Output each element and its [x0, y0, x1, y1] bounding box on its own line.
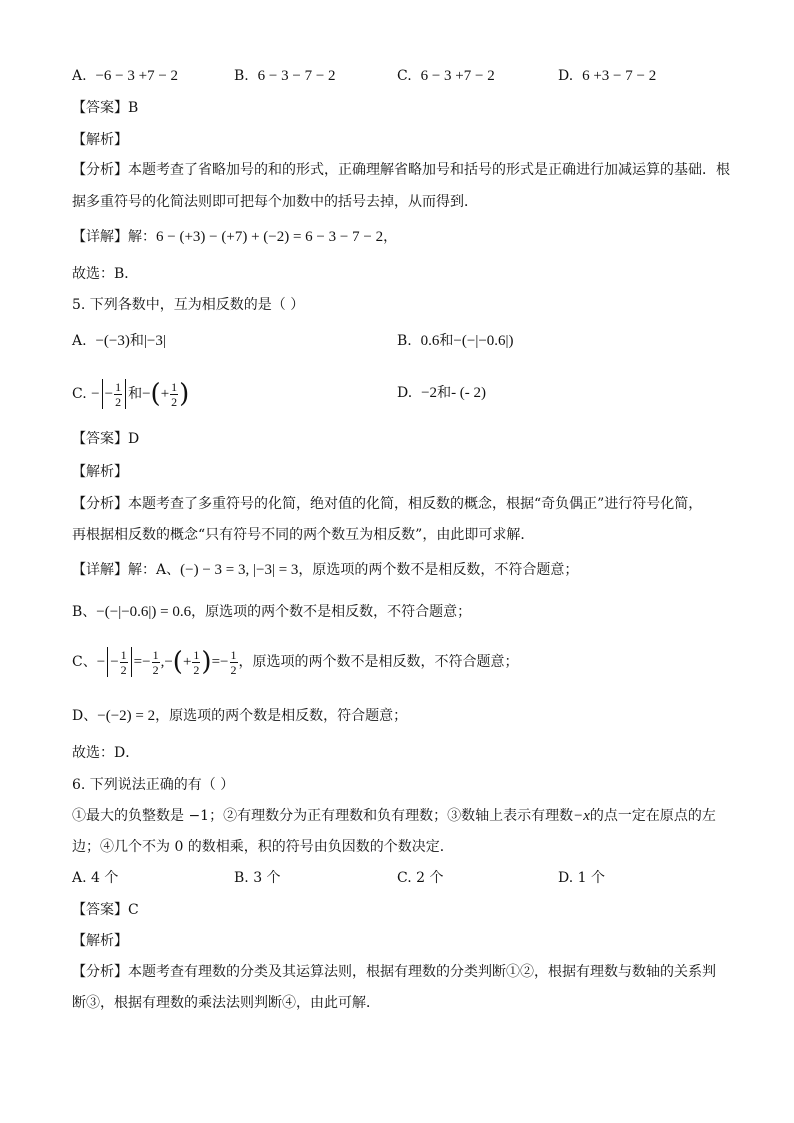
question-stem: 6. 下列说法正确的有（ ）: [72, 777, 235, 793]
detail-prefix: B、: [72, 604, 97, 620]
option-he: 和: [128, 386, 143, 402]
option-expr: 6 − 3 +7 − 2: [420, 68, 495, 84]
option-label: B.: [397, 333, 412, 349]
fenxi-text: 再根据相反数的概念“只有符号不同的两个数互为相反数”，由此即可求解．: [72, 527, 535, 543]
q5-detail-c: C、 − − $\frac{1}{2}$ =− $\frac{1}{2}$ ,− ( + $\frac{1}{2}$ ) =− $\frac{1}{2}$ ，原选项的两个数不是相反数，不符合题意；: [72, 647, 519, 677]
answer-value: B: [128, 100, 139, 116]
q5-conclusion: [72, 743, 139, 763]
fenxi-tag: 【分析】: [72, 964, 128, 980]
detail-expr: −(−|−0.6|) = 0.6: [96, 604, 192, 620]
statement-text: 的点一定在原点的左: [589, 808, 716, 824]
option-expr: −2: [421, 385, 438, 401]
detail-tag: 【详解】: [72, 229, 128, 245]
detail-prefix: D、: [72, 708, 98, 724]
option-he: 和: [439, 333, 454, 349]
q4-fenxi-line1: [72, 160, 730, 180]
statement-text: 边；④几个不为 0 的数相乘，积的符号由负因数的个数决定．: [72, 839, 454, 855]
detail-prefix: 解：A、: [128, 562, 181, 578]
detail-tag: 【详解】: [72, 562, 128, 578]
fraction: $\frac{1}{2}$: [115, 379, 122, 409]
q5-fenxi-line2: [72, 525, 534, 545]
option-he: 和: [129, 333, 144, 349]
q6-option-a: [72, 868, 118, 888]
q6-fenxi-line1: [72, 962, 716, 982]
option-text: B. 3 个: [234, 870, 281, 886]
q5-detail-d: [72, 706, 407, 726]
option-text: A. 4 个: [72, 870, 119, 886]
statement-text: ①最大的负整数是 −1；②有理数分为正有理数和负有理数；③数轴上表示有理数: [72, 808, 574, 824]
fenxi-text: 本题考查了多重符号的化简，绝对值的化简，相反数的概念，根据“奇负偶正”进行符号化简，: [128, 496, 703, 512]
question-stem: 5. 下列各数中，互为相反数的是（ ）: [72, 297, 305, 313]
q4-fenxi-line2: [72, 192, 478, 212]
q5-detail-b: [72, 602, 471, 622]
detail-prefix: 解：: [128, 229, 156, 245]
option-label: C.: [397, 68, 412, 84]
q4-option-d: [558, 66, 656, 86]
q5-option-c: C. − − $\frac{1}{2}$ 和 − ( + $\frac{1}{2}$ ): [72, 379, 190, 409]
option-expr: 6 − 3 − 7 − 2: [257, 68, 336, 84]
answer-value: C: [128, 902, 139, 918]
detail-expr: 6 − (+3) − (+7) + (−2) = 6 − 3 − 7 − 2: [156, 229, 384, 245]
answer-tag: 【答案】: [72, 431, 128, 447]
q4-detail: [72, 227, 397, 247]
answer-tag: 【答案】: [72, 100, 128, 116]
option-label: A.: [72, 68, 87, 84]
detail-expr: −(−2) = 2: [97, 708, 156, 724]
fenxi-tag: 【分析】: [72, 496, 128, 512]
analysis-tag: 【解析】: [72, 464, 128, 480]
option-he: 和: [437, 385, 452, 401]
q4-option-c: [397, 66, 495, 86]
q5-answer: [72, 429, 139, 449]
q6-analysis-tag: [72, 931, 128, 951]
option-expr: −: [91, 386, 100, 402]
fenxi-text: 本题考查了省略加号的和的形式，正确理解省略加号和括号的形式是正确进行加减运算的基础．根: [128, 162, 730, 178]
option-expr: −3: [146, 333, 163, 349]
fraction: $\frac{1}{2}$: [171, 379, 178, 409]
detail-text: ，原选项的两个数不是相反数，不符合题意；: [191, 604, 472, 620]
q6-option-d: [558, 868, 605, 888]
q6-line2: [72, 837, 454, 857]
option-expr: 6 +3 − 7 − 2: [582, 68, 657, 84]
q5-option-d: [397, 383, 486, 403]
q4-analysis-tag: [72, 130, 128, 150]
option-label: C.: [72, 386, 87, 402]
analysis-tag: 【解析】: [72, 132, 128, 148]
q4-answer: [72, 98, 138, 118]
option-expr: −(−|−0.6|): [453, 333, 514, 349]
q5-analysis-tag: [72, 462, 128, 482]
q4-option-b: [234, 66, 336, 86]
analysis-tag: 【解析】: [72, 933, 128, 949]
answer-tag: 【答案】: [72, 902, 128, 918]
q5-stem: [72, 295, 304, 315]
detail-prefix: C、: [72, 654, 97, 670]
detail-text: ，原选项的两个数不是相反数，不符合题意；: [298, 562, 579, 578]
option-expr: −6 − 3 +7 − 2: [95, 68, 179, 84]
q5-option-b: [397, 331, 514, 351]
q6-option-c: [397, 868, 443, 888]
option-text: C. 2 个: [397, 870, 444, 886]
q6-fenxi-line2: [72, 993, 380, 1013]
option-expr: - (- 2): [451, 385, 487, 401]
q6-line1: [72, 806, 716, 826]
option-label: A.: [72, 333, 87, 349]
option-label: D.: [397, 385, 413, 401]
detail-suffix: ，: [383, 229, 398, 245]
q6-answer: [72, 900, 139, 920]
statement-expr: −x: [573, 808, 590, 824]
q6-option-b: [234, 868, 281, 888]
option-label: D.: [558, 68, 574, 84]
q4-option-a: [72, 66, 178, 86]
fenxi-text: 本题考查有理数的分类及其运算法则，根据有理数的分类判断①②，根据有理数与数轴的关系判: [128, 964, 716, 980]
fenxi-text: 断③，根据有理数的乘法法则判断④，由此可解．: [72, 995, 380, 1011]
option-label: B.: [234, 68, 249, 84]
q6-stem: [72, 775, 234, 795]
fenxi-tag: 【分析】: [72, 162, 128, 178]
option-text: D. 1 个: [558, 870, 605, 886]
fenxi-text: 据多重符号的化简法则即可把每个加数中的括号去掉，从而得到．: [72, 194, 478, 210]
option-expr: −(−3): [95, 333, 130, 349]
detail-text: ，原选项的两个数不是相反数，不符合题意；: [238, 654, 519, 670]
q5-option-a: A. −(−3)和|−3|: [72, 333, 166, 349]
conclusion-text: 故选：B．: [72, 266, 139, 282]
detail-text: ，原选项的两个数是相反数，符合题意；: [155, 708, 408, 724]
q5-detail-a: [72, 560, 578, 580]
answer-value: D: [128, 431, 140, 447]
conclusion-text: 故选：D．: [72, 745, 140, 761]
option-expr: 0.6: [420, 333, 440, 349]
q4-conclusion: [72, 264, 138, 284]
q5-fenxi-line1: [72, 494, 702, 514]
detail-expr: (−) − 3 = 3, |−3| = 3: [180, 562, 299, 578]
